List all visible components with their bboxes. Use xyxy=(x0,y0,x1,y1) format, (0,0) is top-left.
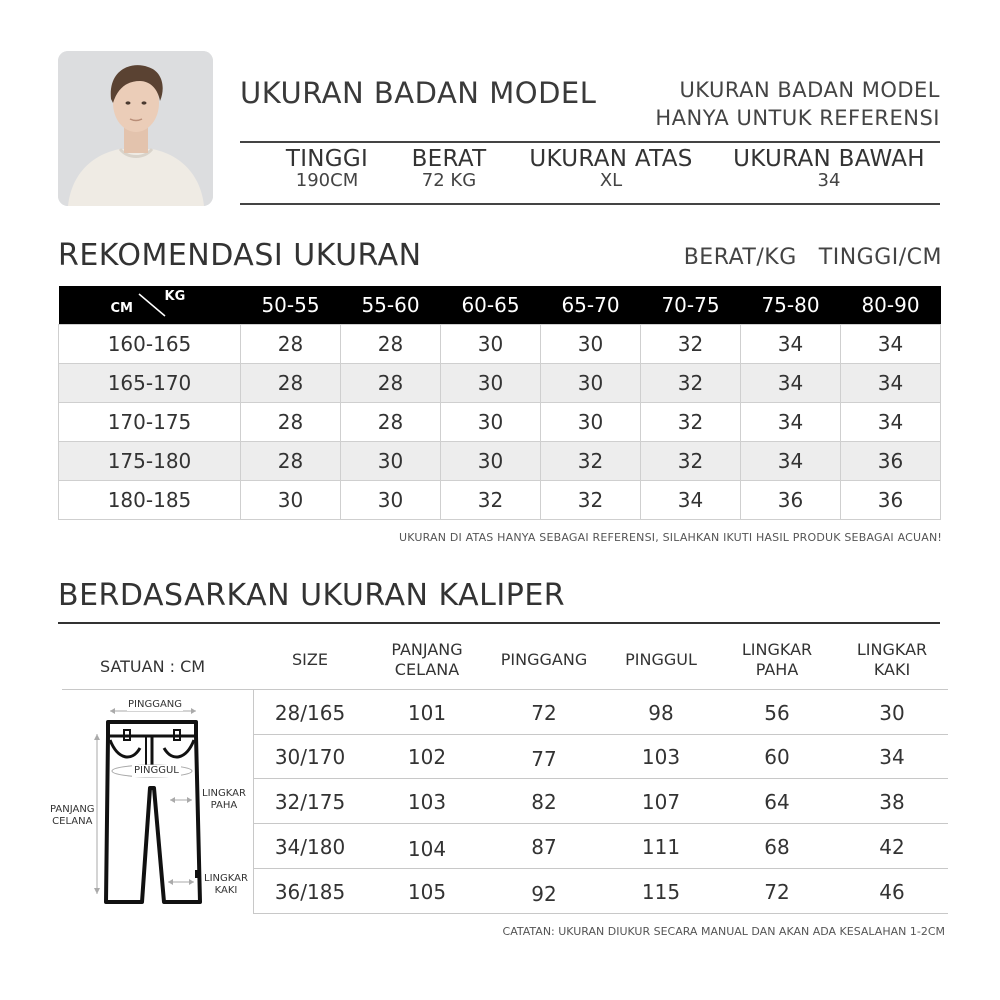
divider xyxy=(253,778,948,779)
row-header: 160-165 xyxy=(59,325,241,364)
size-cell: 36 xyxy=(741,481,841,520)
divider xyxy=(253,913,948,914)
model-section-title: UKURAN BADAN MODEL xyxy=(240,76,597,110)
divider xyxy=(253,823,948,824)
waist-cell: 72 xyxy=(531,701,557,725)
stat-value: XL xyxy=(599,170,623,191)
diagonal-line-icon xyxy=(137,290,167,320)
diagram-hip-label: PINGGUL xyxy=(134,765,179,776)
header-line: PANJANG xyxy=(391,640,463,659)
diagram-length-label xyxy=(50,804,95,828)
diagram-leg-label xyxy=(204,873,248,897)
row-header: 165-170 xyxy=(59,364,241,403)
divider xyxy=(253,734,948,735)
hip-cell: 111 xyxy=(641,835,681,859)
unit-height: TINGGI/CM xyxy=(818,245,942,270)
table-row xyxy=(59,481,941,520)
row-header: 170-175 xyxy=(59,403,241,442)
size-cell: 34/180 xyxy=(274,835,346,859)
divider xyxy=(253,868,948,869)
column-header: 55-60 xyxy=(341,286,441,325)
header-leg xyxy=(857,640,927,680)
size-cell: 34 xyxy=(841,325,941,364)
diagram-label-line: CELANA xyxy=(52,816,93,827)
divider xyxy=(240,203,940,205)
size-cell: 32 xyxy=(541,442,641,481)
stat-height xyxy=(286,146,368,191)
hip-cell: 98 xyxy=(648,701,674,725)
size-cell: 28 xyxy=(341,364,441,403)
diagram-waist-label: PINGGANG xyxy=(128,699,183,710)
waist-cell: 87 xyxy=(531,835,557,859)
size-cell: 30 xyxy=(441,403,541,442)
stat-label: TINGGI xyxy=(285,146,369,172)
stat-value: 190CM xyxy=(295,170,359,191)
model-reference-note xyxy=(655,76,940,132)
thigh-cell: 64 xyxy=(764,790,790,814)
header-length xyxy=(391,640,462,680)
size-cell: 28 xyxy=(241,364,341,403)
leg-cell: 34 xyxy=(879,745,905,769)
size-cell: 34 xyxy=(841,403,941,442)
size-cell: 30 xyxy=(541,364,641,403)
header-line: KAKI xyxy=(873,660,911,679)
header-waist: PINGGANG xyxy=(500,650,588,669)
column-header: 70-75 xyxy=(641,286,741,325)
size-cell: 28 xyxy=(241,403,341,442)
thigh-cell: 68 xyxy=(764,835,790,859)
unit-label: SATUAN : CM xyxy=(100,657,206,676)
size-cell: 28/165 xyxy=(274,701,346,725)
size-cell: 30 xyxy=(441,325,541,364)
length-cell: 104 xyxy=(407,837,447,861)
size-cell: 30 xyxy=(241,481,341,520)
size-cell: 32 xyxy=(541,481,641,520)
size-cell: 30 xyxy=(541,325,641,364)
stat-value: 34 xyxy=(817,170,841,191)
column-header: 60-65 xyxy=(441,286,541,325)
size-cell: 34 xyxy=(741,403,841,442)
hip-cell: 103 xyxy=(641,745,681,769)
leg-cell: 46 xyxy=(879,880,905,904)
recommendation-units xyxy=(662,245,942,270)
size-cell: 28 xyxy=(341,403,441,442)
leg-cell: 38 xyxy=(879,790,905,814)
stat-label: UKURAN ATAS xyxy=(529,146,693,172)
header-line: LINGKAR xyxy=(856,640,928,659)
hip-cell: 115 xyxy=(641,880,681,904)
size-cell: 32 xyxy=(441,481,541,520)
size-cell: 36 xyxy=(841,481,941,520)
column-header: 50-55 xyxy=(241,286,341,325)
size-cell: 34 xyxy=(741,364,841,403)
stat-bottom-size xyxy=(733,146,925,191)
thigh-cell: 72 xyxy=(764,880,790,904)
thigh-cell: 56 xyxy=(764,701,790,725)
corner-cell xyxy=(59,286,241,325)
diagram-label-line: KAKI xyxy=(214,885,238,896)
size-cell: 28 xyxy=(241,325,341,364)
size-cell: 30 xyxy=(541,403,641,442)
thigh-cell: 60 xyxy=(764,745,790,769)
size-cell: 32 xyxy=(641,442,741,481)
unit-weight: BERAT/KG xyxy=(683,245,797,270)
table-row xyxy=(59,325,941,364)
stat-weight xyxy=(412,146,487,191)
diagram-label-line: LINGKAR xyxy=(204,873,248,884)
caliper-title: BERDASARKAN UKURAN KALIPER xyxy=(58,578,566,613)
divider xyxy=(253,689,254,913)
waist-cell: 77 xyxy=(531,747,557,771)
stat-top-size xyxy=(529,146,692,191)
divider xyxy=(58,622,940,624)
divider xyxy=(240,141,940,143)
recommendation-table xyxy=(58,286,941,520)
diagram-thigh-label xyxy=(202,788,246,812)
recommendation-title: REKOMENDASI UKURAN xyxy=(58,238,422,273)
table-row xyxy=(59,442,941,481)
divider xyxy=(62,689,948,690)
size-cell: 30 xyxy=(341,442,441,481)
column-header: 80-90 xyxy=(841,286,941,325)
size-cell: 34 xyxy=(741,325,841,364)
size-cell: 30 xyxy=(341,481,441,520)
size-cell: 36 xyxy=(841,442,941,481)
size-cell: 28 xyxy=(241,442,341,481)
waist-cell: 82 xyxy=(531,790,557,814)
table-row xyxy=(59,364,941,403)
stat-label: UKURAN BAWAH xyxy=(733,146,925,172)
header-thigh xyxy=(742,640,812,680)
table-row xyxy=(59,403,941,442)
column-header: 65-70 xyxy=(541,286,641,325)
model-note-line-2: HANYA UNTUK REFERENSI xyxy=(655,106,940,130)
length-cell: 105 xyxy=(407,880,447,904)
size-cell: 34 xyxy=(841,364,941,403)
size-cell: 32 xyxy=(641,364,741,403)
length-cell: 101 xyxy=(407,701,447,725)
size-cell: 28 xyxy=(341,325,441,364)
leg-cell: 30 xyxy=(879,701,905,725)
corner-row-label: CM xyxy=(110,301,133,316)
hip-cell: 107 xyxy=(641,790,681,814)
stat-value: 72 KG xyxy=(421,170,477,191)
size-cell: 32 xyxy=(641,403,741,442)
header-size: SIZE xyxy=(292,650,328,669)
model-note-line-1: UKURAN BADAN MODEL xyxy=(679,78,940,102)
header-hip: PINGGUL xyxy=(625,650,697,669)
table-header-row xyxy=(59,286,941,325)
caliper-note: CATATAN: UKURAN DIUKUR SECARA MANUAL DAN AKAN ADA KESALAHAN 1-2CM xyxy=(502,925,945,938)
stat-label: BERAT xyxy=(411,146,487,172)
header-line: LINGKAR xyxy=(741,640,813,659)
size-cell: 32/175 xyxy=(274,790,346,814)
size-cell: 30/170 xyxy=(274,745,346,769)
size-cell: 34 xyxy=(741,442,841,481)
length-cell: 102 xyxy=(407,745,447,769)
size-cell: 32 xyxy=(641,325,741,364)
size-cell: 34 xyxy=(641,481,741,520)
column-header: 75-80 xyxy=(741,286,841,325)
corner-col-label: KG xyxy=(164,289,186,304)
model-figure-icon xyxy=(58,51,213,206)
leg-cell: 42 xyxy=(879,835,905,859)
waist-cell: 92 xyxy=(531,882,557,906)
diagram-label-line: PANJANG xyxy=(50,804,95,815)
row-header: 175-180 xyxy=(59,442,241,481)
size-cell: 30 xyxy=(441,364,541,403)
row-header: 180-185 xyxy=(59,481,241,520)
recommendation-note: UKURAN DI ATAS HANYA SEBAGAI REFERENSI, SILAHKAN IKUTI HASIL PRODUK SEBAGAI ACUAN! xyxy=(398,531,942,544)
diagram-label-line: LINGKAR xyxy=(202,788,246,799)
diagram-label-line: PAHA xyxy=(210,800,238,811)
size-cell: 36/185 xyxy=(274,880,346,904)
size-cell: 30 xyxy=(441,442,541,481)
model-photo xyxy=(58,51,213,206)
header-line: PAHA xyxy=(755,660,799,679)
header-line: CELANA xyxy=(394,660,460,679)
length-cell: 103 xyxy=(407,790,447,814)
